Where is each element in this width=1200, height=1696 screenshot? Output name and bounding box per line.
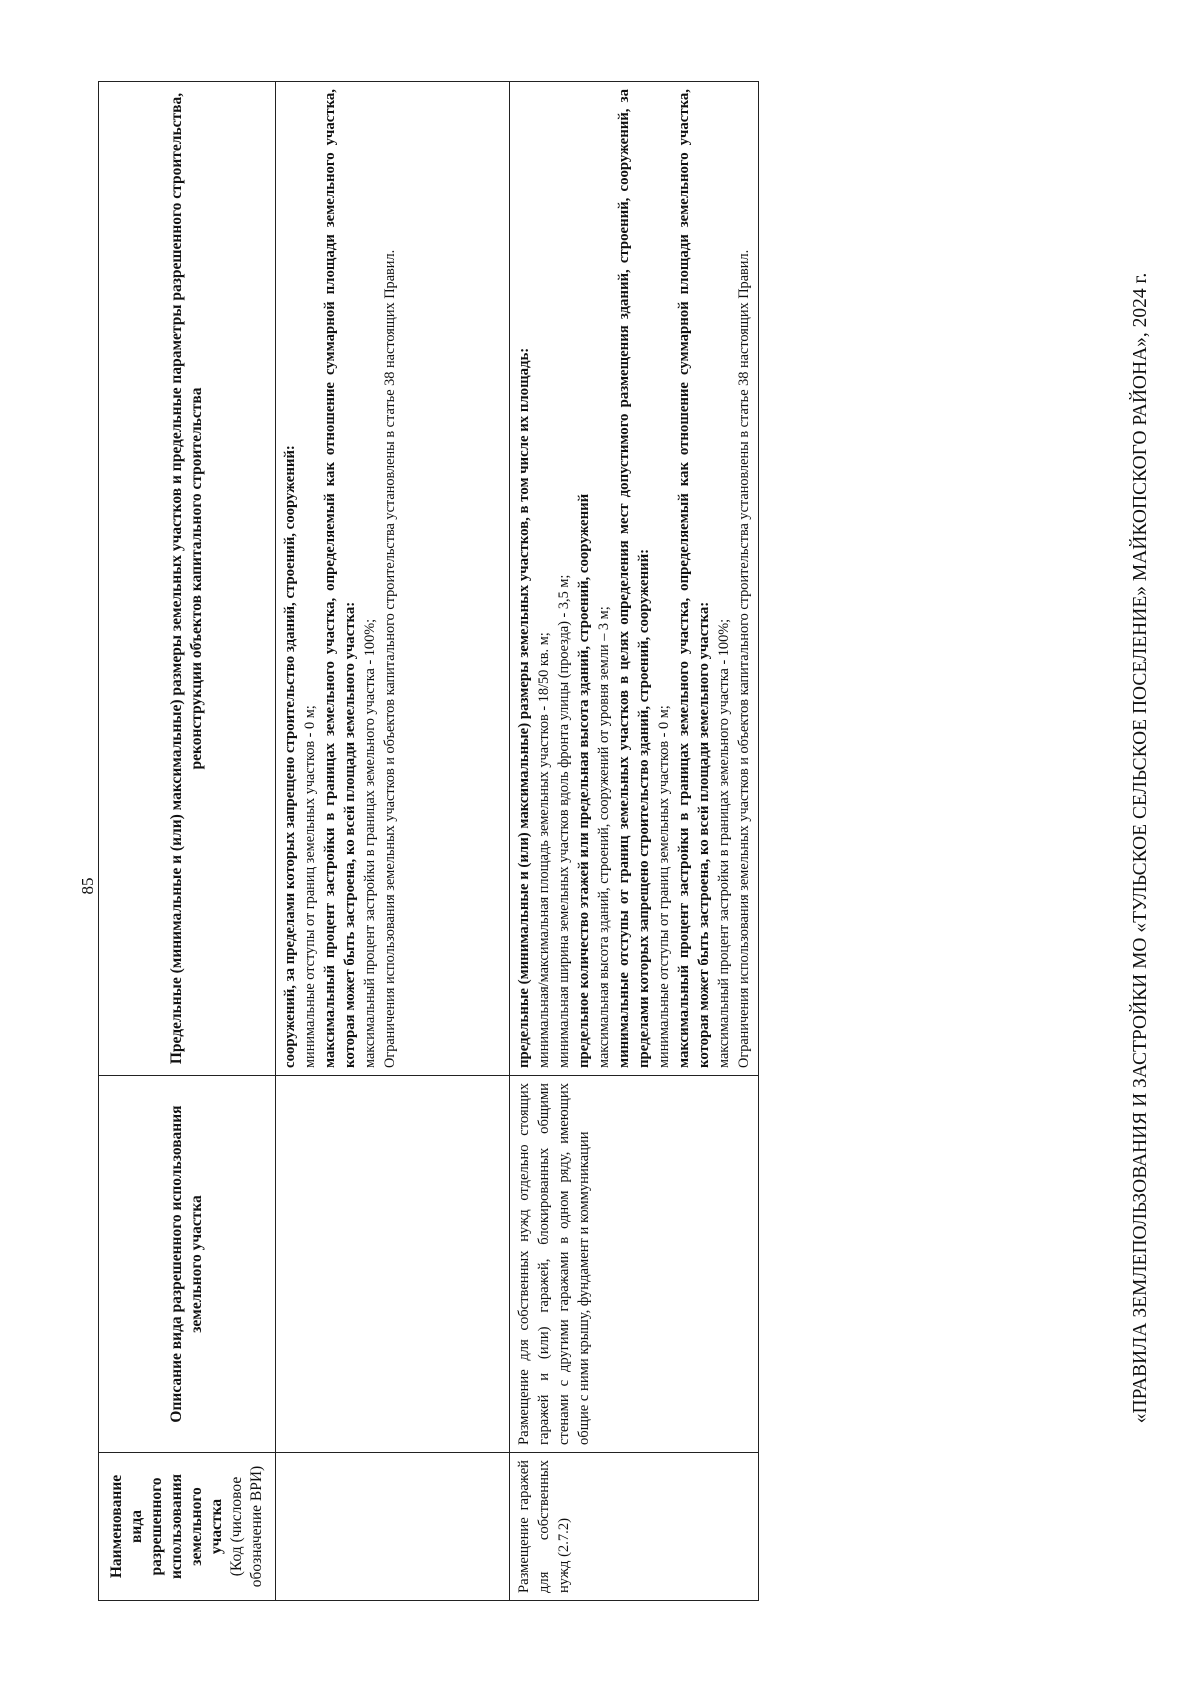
table-row [276,82,510,1601]
document-footer: «ПРАВИЛА ЗЕМЛЕПОЛЬЗОВАНИЯ И ЗАСТРОЙКИ МО «ТУЛЬСКОЕ СЕЛЬСКОЕ ПОСЕЛЕНИЕ» МАЙКОПСКОГО РАЙОНА», 2024 г. [1130,272,1151,1424]
param-line: сооружений, за пределами которых запрещено строительство зданий, строений, сооружений: [282,445,298,1068]
param-line: минимальные отступы от границ земельных участков - 0 м; [302,705,318,1068]
table-header-row [99,82,276,1601]
table-row [510,82,759,1601]
param-line: предельное количество этажей или предельная высота зданий, строений, сооружений [576,493,592,1068]
header-land-use-name-text: Наименование вида разрешенного использования земельного участка [108,1473,225,1580]
header-code-note: (Код (числовое обозначение ВРИ) [228,1465,265,1588]
header-description: Описание вида разрешенного использования земельного участка [99,1076,276,1453]
row-name-cell [276,1453,510,1601]
param-line: Ограничения использования земельных участков и объектов капитального строительства установлены в статье 38 настоящих Правил. [736,249,752,1068]
param-line: минимальные отступы от границ земельных участков - 0 м; [656,705,672,1068]
param-line: минимальная/максимальная площадь земельных участков - 18/50 кв. м; [536,632,552,1068]
page-number: 85 [78,877,97,895]
param-line: максимальная высота зданий, строений, сооружений от уровня земли – 3 м; [596,606,612,1068]
row-name-cell: Размещение гаражей для собственных нужд (2.7.2) [510,1453,759,1601]
header-parameters: Предельные (минимальные и (или) максимальные) размеры земельных участков и предельные параметры разрешенного строительства, реконструкции объектов капитального строительства [99,82,276,1076]
param-line: Ограничения использования земельных участков и объектов капитального строительства установлены в статье 38 настоящих Правил. [382,249,398,1068]
param-line: предельные (минимальные и (или) максимальные) размеры земельных участков, в том числе их площадь: [516,347,532,1068]
param-line: минимальные отступы от границ земельных участков в целях определения мест допустимого размещения зданий, строений, сооружений, за пределами которых запрещено строительство зданий, строений, сооружений: [616,89,652,1068]
param-line: максимальный процент застройки в границах земельного участка - 100%; [362,618,378,1068]
row-params-cell [276,82,510,1076]
param-line: максимальный процент застройки в границах земельного участка - 100%; [716,618,732,1068]
param-line: максимальный процент застройки в границах земельного участка, определяемый как отношение суммарной площади земельного участка, которая может быть застроена, ко всей площади земельного участка: [676,89,712,1068]
param-line: максимальный процент застройки в границах земельного участка, определяемый как отношение суммарной площади земельного участка, которая может быть застроена, ко всей площади земельного участка: [322,89,358,1068]
row-description-cell [276,1076,510,1453]
row-description-cell: Размещение для собственных нужд отдельно стоящих гаражей и (или) гаражей, блокированных общими стенами с другими гаражами в одном ряду, имеющих общие с ними крышу, фундамент и коммуникации [510,1076,759,1453]
land-use-table [98,81,759,1601]
row-params-cell [510,82,759,1076]
header-land-use-name [99,1453,276,1601]
param-line: минимальная ширина земельных участков вдоль фронта улицы (проезда) - 3,5 м; [556,574,572,1068]
